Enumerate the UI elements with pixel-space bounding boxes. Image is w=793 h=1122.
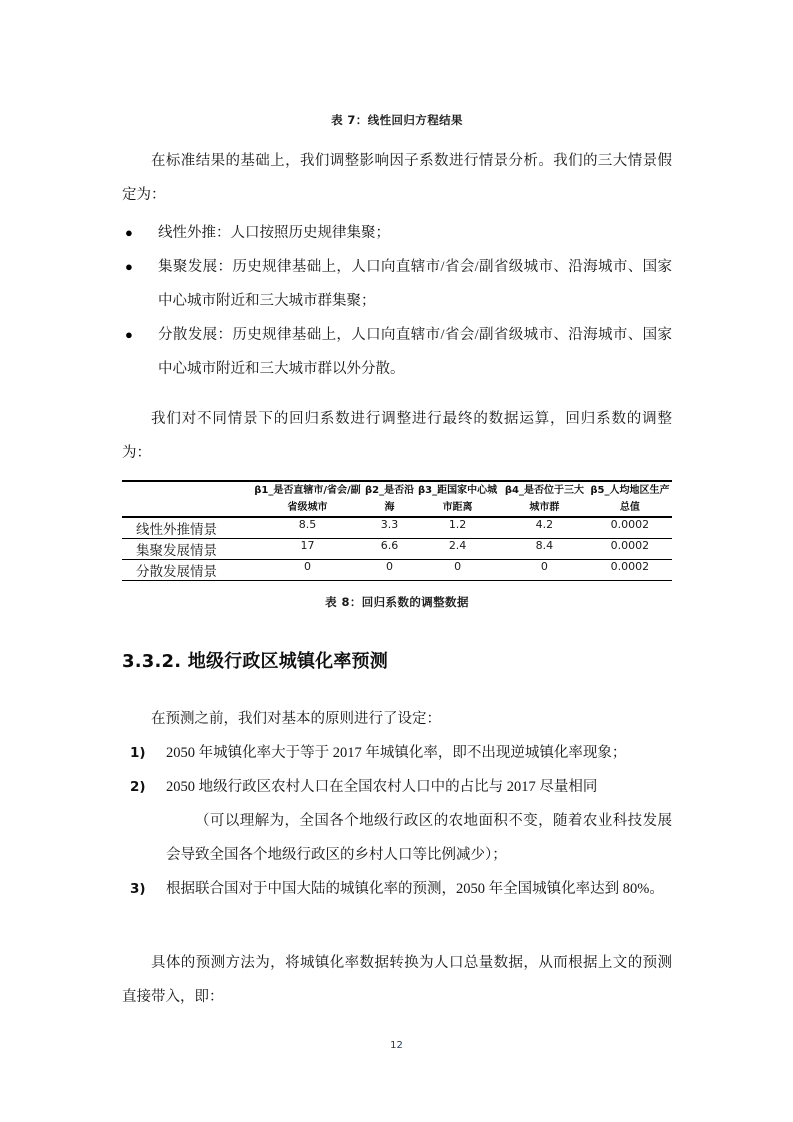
cell-value: 8.4	[535, 539, 554, 552]
pre-numbered-paragraph: 在预测之前，我们对基本的原则进行了设定：	[151, 711, 441, 727]
column-header-beta5: β5_人均地区生产总值	[590, 485, 670, 513]
list-item-subtext: （可以理解为，全国各个地级行政区的农地面积不变，随着农业科技发展会导致全国各个地级行政区的乡村人口等比例减少）；	[166, 813, 672, 863]
row-label: 集聚发展情景	[136, 543, 217, 558]
list-item-text: 线性外推：人口按照历史规律集聚；	[158, 225, 390, 241]
principles-numbered-list	[122, 736, 672, 906]
cell-value: 0.0002	[610, 518, 650, 531]
bullet-icon: ●	[125, 225, 133, 240]
column-header-beta1: β1_是否直辖市/省会/副省级城市	[254, 485, 361, 513]
cell-value: 1.2	[448, 518, 467, 531]
cell-value: 0	[303, 560, 311, 573]
table-row	[122, 560, 672, 581]
list-item	[122, 770, 672, 872]
table-8-caption: 表 8：回归系数的调整数据	[325, 595, 469, 609]
pre-table-paragraph-block	[122, 402, 672, 470]
column-header-beta4: β4_是否位于三大城市群	[504, 485, 584, 513]
cell-value: 6.6	[380, 539, 399, 552]
cell-value: 0	[454, 560, 462, 573]
table-corner-cell	[122, 481, 250, 517]
section-heading-block	[122, 648, 672, 676]
list-marker: 3)	[130, 881, 146, 897]
cell-value: 0	[540, 560, 548, 573]
pre-table-paragraph: 我们对不同情景下的回归系数进行调整进行最终的数据运算，回归系数的调整为：	[122, 411, 672, 461]
page-content	[122, 0, 672, 1014]
list-item-text: 根据联合国对于中国大陆的城镇化率的预测，2050 年全国城镇化率达到 80%。	[166, 881, 664, 897]
list-item	[122, 216, 672, 250]
list-item	[122, 318, 672, 386]
column-header-beta3: β3_距国家中心城市距离	[418, 485, 498, 513]
list-item	[122, 736, 672, 770]
closing-paragraph: 具体的预测方法为，将城镇化率数据转换为人口总量数据，从而根据上文的预测直接带入，即：	[122, 955, 672, 1005]
intro-paragraph: 在标准结果的基础上，我们调整影响因子系数进行情景分析。我们的三大情景假定为：	[122, 153, 672, 203]
table-header-row	[122, 481, 672, 517]
page-number: 12	[390, 1040, 403, 1051]
table-body	[122, 517, 672, 581]
list-marker: 1)	[130, 745, 146, 761]
pre-numbered-paragraph-block	[122, 702, 672, 736]
scenario-bullet-list	[122, 216, 672, 386]
list-item	[122, 250, 672, 318]
row-label: 线性外推情景	[136, 522, 217, 537]
list-item-text: 2050 年城镇化率大于等于 2017 年城镇化率，即不出现逆城镇化率现象；	[166, 745, 627, 761]
closing-paragraph-block	[122, 946, 672, 1014]
column-header-beta2: β2_是否沿海	[364, 485, 415, 513]
table-row	[122, 517, 672, 539]
page-title: 3.3.2. 地级行政区城镇化率预测	[122, 651, 388, 672]
list-item	[122, 872, 672, 906]
bullet-icon: ●	[125, 259, 133, 274]
cell-value: 17	[300, 539, 315, 552]
cell-value: 0	[386, 560, 394, 573]
cell-value: 4.2	[535, 518, 554, 531]
regression-coefficient-table	[122, 480, 672, 581]
table-row	[122, 539, 672, 560]
table-head	[122, 481, 672, 517]
list-item-text: 分散发展：历史规律基础上，人口向直辖市/省会/副省级城市、沿海城市、国家中心城市附近和三大城市群以外分散。	[158, 327, 672, 377]
list-item-text: 集聚发展：历史规律基础上，人口向直辖市/省会/副省级城市、沿海城市、国家中心城市附近和三大城市群集聚；	[158, 259, 672, 309]
intro-paragraph-block	[122, 144, 672, 212]
cell-value: 3.3	[380, 518, 399, 531]
cell-value: 2.4	[448, 539, 467, 552]
table-7-caption: 表 7：线性回归方程结果	[331, 113, 463, 127]
cell-value: 8.5	[298, 518, 317, 531]
row-label: 分散发展情景	[136, 564, 217, 579]
bullet-icon: ●	[125, 327, 133, 342]
list-marker: 2)	[130, 779, 146, 795]
cell-value: 0.0002	[610, 539, 650, 552]
cell-value: 0.0002	[610, 560, 650, 573]
list-item-text: 2050 地级行政区农村人口在全国农村人口中的占比与 2017 尽量相同	[166, 779, 598, 795]
